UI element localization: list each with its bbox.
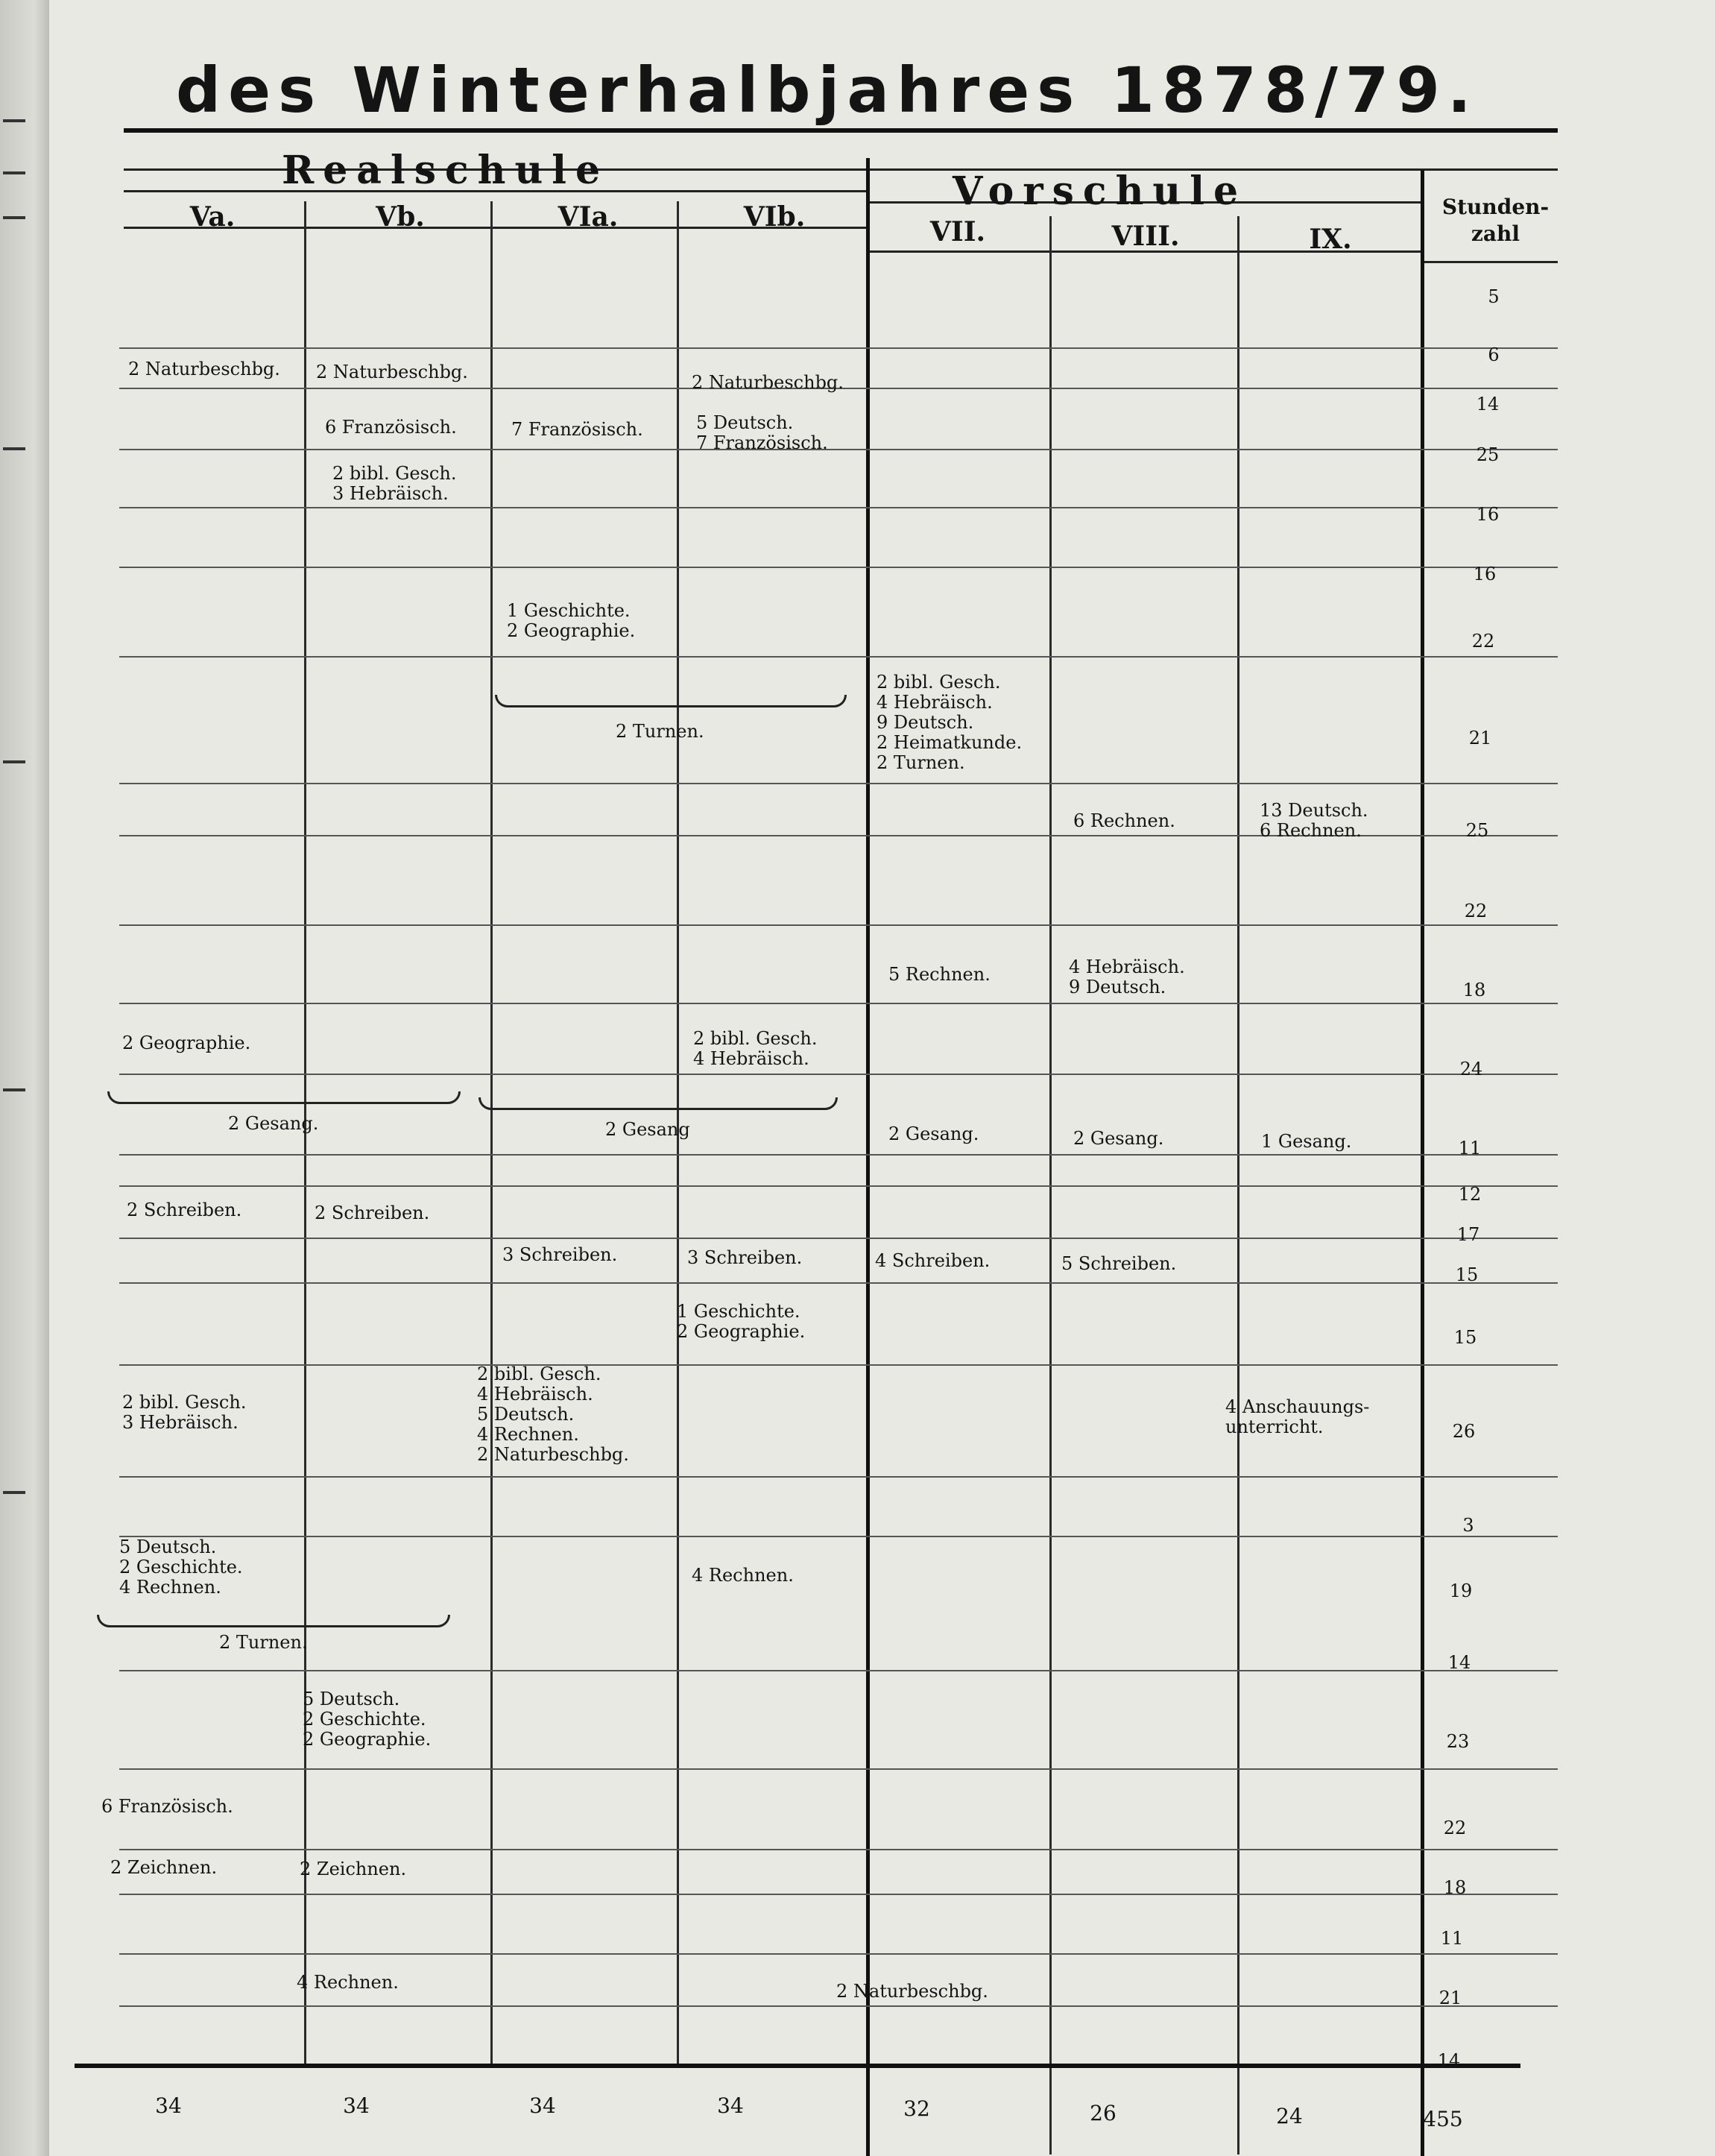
table-cell: 2 Gesang [605,1119,690,1140]
column-header-va: Va. [189,201,236,233]
table-cell: 4 Hebräisch. 9 Deutsch. [1069,956,1185,997]
column-header-vii: VII. [929,216,986,248]
total-vb: 34 [343,2093,370,2118]
left-page-edge [0,0,49,2156]
table-cell: 3 Schreiben. [502,1244,618,1265]
column-header-ix: IX. [1309,224,1352,255]
table-cell: 5 Schreiben. [1061,1253,1177,1274]
table-cell: 2 Turnen. [219,1632,308,1653]
table-cell: 2 bibl. Gesch. 3 Hebräisch. [122,1392,247,1433]
total-via: 34 [529,2093,556,2118]
row-hours: 24 [1459,1059,1483,1079]
row-hours: 6 [1488,344,1500,365]
row-hours: 15 [1455,1264,1479,1285]
row-hours: 22 [1443,1818,1467,1838]
table-cell: 2 bibl. Gesch. 4 Hebräisch. 9 Deutsch. 2 Heimatkunde. 2 Turnen. [877,672,1023,773]
table-cell: 6 Französisch. [101,1796,233,1817]
table-cell: 4 Schreiben. [875,1250,991,1271]
header-rule-bottom-std [1424,261,1558,263]
table-cell: 4 Rechnen. [297,1972,399,1993]
row-hours: 21 [1438,1988,1462,2008]
row-hours: 17 [1456,1224,1480,1245]
column-header-vib: VIb. [743,201,806,233]
table-cell: 5 Deutsch. 2 Geschichte. 4 Rechnen. [119,1536,243,1598]
table-cell: 2 Gesang. [1073,1128,1164,1149]
table-cell: 4 Rechnen. [692,1565,794,1586]
table-cell: 2 Schreiben. [315,1202,430,1223]
page-title: des Winterhalbjahres 1878/79. [176,54,1479,127]
column-header-via: VIa. [558,201,619,233]
row-hours: 22 [1471,631,1495,652]
gutter-mark [3,1088,25,1091]
table-cell: 2 bibl. Gesch. 4 Hebräisch. [693,1028,818,1069]
gutter-mark [3,1491,25,1494]
gutter-mark [3,119,25,122]
table-cell: 2 Naturbeschbg. [836,1981,988,2002]
row-hours: 16 [1476,504,1500,525]
brace-gesang-va-vb [107,1091,461,1104]
column-rule [490,201,493,2065]
row-hours: 19 [1449,1580,1473,1601]
table-cell: 1 Gesang. [1261,1131,1352,1152]
row-hours: 5 [1488,286,1500,307]
column-header-viii: VIII. [1111,221,1180,252]
table-cell: 13 Deutsch. 6 Rechnen. [1260,800,1368,841]
row-hours: 14 [1476,394,1500,415]
total-ix: 24 [1276,2104,1303,2128]
title-rule [124,128,1558,133]
gutter-mark [3,447,25,450]
row-hours: 15 [1453,1327,1477,1348]
table-cell: 2 Schreiben. [127,1200,242,1220]
row-hours: 25 [1476,444,1500,465]
table-cell: 2 bibl. Gesch. 4 Hebräisch. 5 Deutsch. 4 Rechnen. 2 Naturbeschbg. [477,1364,629,1465]
table-cell: 2 Zeichnen. [300,1859,407,1879]
row-hours: 3 [1462,1515,1474,1536]
row-hours: 18 [1462,980,1486,1000]
table-cell: 7 Französisch. [511,419,643,440]
table-cell: 2 Naturbeschbg. [692,372,844,393]
stundenzahl-divider [1421,170,1424,2156]
row-hours: 16 [1473,564,1497,584]
row-hours: 18 [1443,1877,1467,1898]
vorschule-heading: Vorschule [953,168,1248,214]
gutter-mark [3,760,25,763]
row-hours: 21 [1468,728,1492,748]
total-vii: 32 [903,2096,930,2121]
table-cell: 2 Gesang. [888,1123,979,1144]
table-cell: 6 Rechnen. [1073,810,1175,831]
table-cell: 4 Anschauungs- unterricht. [1225,1396,1370,1437]
group-divider [866,158,870,2156]
row-hours: 26 [1452,1421,1476,1442]
table-cell: 2 Geographie. [122,1033,251,1053]
table-cell: 2 Naturbeschbg. [128,359,280,379]
brace-turnen-via-vib [495,695,847,707]
table-cell: 1 Geschichte. 2 Geographie. [677,1301,806,1342]
table-cell: 2 Turnen. [616,721,704,742]
totals-rule [75,2064,1520,2068]
row-hours: 25 [1465,820,1489,841]
table-cell: 5 Deutsch. 7 Französisch. [696,412,828,453]
total-viii: 26 [1090,2101,1117,2125]
gutter-mark [3,216,25,219]
row-hours: 23 [1446,1731,1470,1752]
column-header-vb: Vb. [376,201,425,233]
table-cell: 5 Rechnen. [888,964,991,985]
realschule-heading: Realschule [282,148,610,193]
total-stundenzahl: 455 [1423,2107,1463,2131]
total-vib: 34 [717,2093,744,2118]
brace-gesang-via-vib [479,1097,838,1110]
table-cell: 6 Französisch. [325,417,457,438]
row-hours: 11 [1440,1928,1464,1949]
row-hours: 12 [1458,1184,1482,1205]
table-cell: 2 bibl. Gesch. 3 Hebräisch. [332,463,457,504]
gutter-mark [3,171,25,174]
table-cell: 3 Schreiben. [687,1247,803,1268]
row-hours: 22 [1464,901,1488,921]
table-cell: 2 Zeichnen. [110,1857,218,1878]
stundenzahl-header: Stunden- zahl [1441,195,1550,246]
table-cell: 2 Naturbeschbg. [316,362,468,382]
table-cell: 5 Deutsch. 2 Geschichte. 2 Geographie. [303,1689,432,1750]
row-hours: 14 [1447,1652,1471,1673]
row-hours: 14 [1437,2050,1461,2071]
table-cell: 1 Geschichte. 2 Geographie. [507,600,636,641]
table-cell: 2 Gesang. [228,1113,319,1134]
brace-turnen-va-vb [97,1615,450,1627]
total-va: 34 [155,2093,182,2118]
row-hours: 11 [1458,1138,1482,1159]
